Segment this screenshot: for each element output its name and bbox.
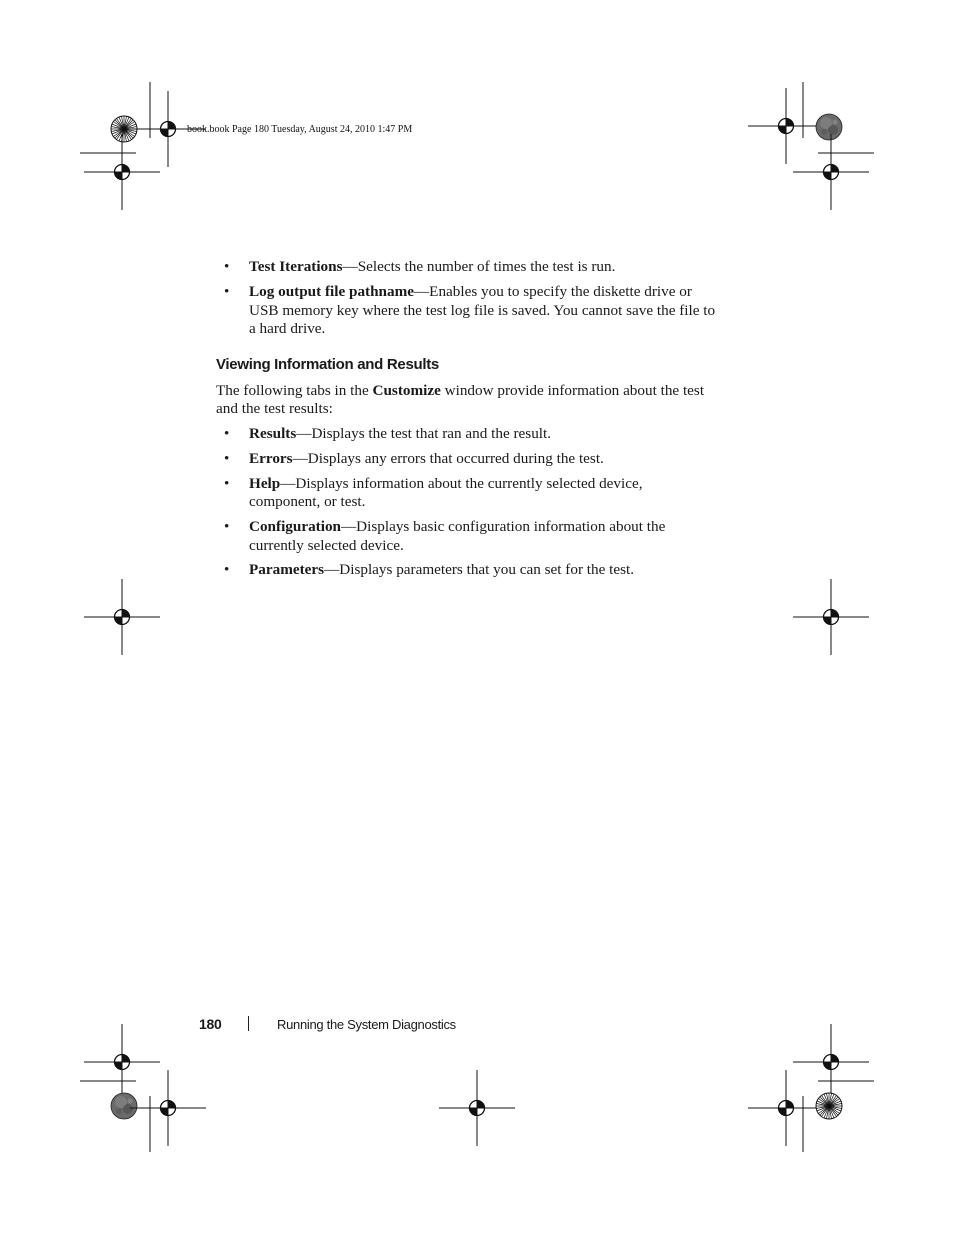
- color-bar-icon: [111, 1093, 137, 1119]
- options-list: [216, 258, 716, 339]
- window-name: Customize: [372, 381, 441, 399]
- description: —Selects the number of times the test is run.: [342, 258, 616, 275]
- color-bar-icon: [816, 114, 842, 140]
- description: —Displays any errors that occurred during the test.: [292, 449, 604, 467]
- bullet-icon: •: [224, 518, 230, 535]
- term: Results: [249, 425, 297, 443]
- term: Test Iterations: [249, 258, 343, 275]
- registration-mark-icon: [748, 88, 824, 164]
- description: —Displays parameters that you can set for the test.: [324, 561, 635, 579]
- list-item: [216, 475, 716, 512]
- print-slug: book.book Page 180 Tuesday, August 24, 2010 1:47 PM: [187, 124, 413, 135]
- bullet-icon: •: [224, 258, 230, 275]
- term: Help: [249, 474, 281, 492]
- registration-mark-icon: [84, 1024, 160, 1100]
- bullet-icon: •: [224, 449, 230, 467]
- bullet-icon: •: [224, 561, 230, 579]
- list-item: [216, 518, 716, 555]
- registration-mark-icon: [84, 579, 160, 655]
- registration-mark-icon: [748, 1070, 824, 1146]
- bullet-icon: •: [224, 283, 230, 301]
- term: Configuration: [249, 518, 341, 535]
- description: —Displays basic configuration information about the currently selected device.: [249, 518, 666, 554]
- term: Log output file pathname: [249, 283, 414, 301]
- description: —Enables you to specify the diskette drive or USB memory key where the test log file is saved. You cannot save the file to a hard drive.: [249, 283, 716, 338]
- list-item: [216, 561, 716, 580]
- bullet-icon: •: [224, 474, 230, 492]
- term: Errors: [249, 449, 293, 467]
- description: —Displays the test that ran and the result.: [296, 425, 552, 443]
- term: Parameters: [249, 561, 325, 579]
- star-target-icon: [816, 1093, 842, 1119]
- section-intro: The following tabs in the Customize window provide information about the test and the test results:: [216, 381, 705, 418]
- body-content: [216, 258, 716, 580]
- registration-mark-icon: [793, 134, 869, 210]
- registration-mark-icon: [84, 134, 160, 210]
- tabs-list: [216, 425, 716, 580]
- registration-mark-icon: [793, 1024, 869, 1100]
- list-item: [216, 283, 716, 339]
- bullet-icon: •: [224, 425, 230, 443]
- list-item: [216, 450, 716, 469]
- registration-mark-icon: [439, 1070, 515, 1146]
- footer-divider: [248, 1016, 249, 1031]
- description: —Displays information about the currently selected device, component, or test.: [249, 474, 643, 511]
- list-item: [216, 258, 716, 277]
- registration-mark-icon: [130, 1070, 206, 1146]
- page-number: 180: [199, 1016, 222, 1032]
- registration-mark-icon: [793, 579, 869, 655]
- list-item: [216, 425, 716, 444]
- section-heading: Viewing Information and Results: [216, 355, 439, 373]
- running-title: Running the System Diagnostics: [277, 1017, 456, 1032]
